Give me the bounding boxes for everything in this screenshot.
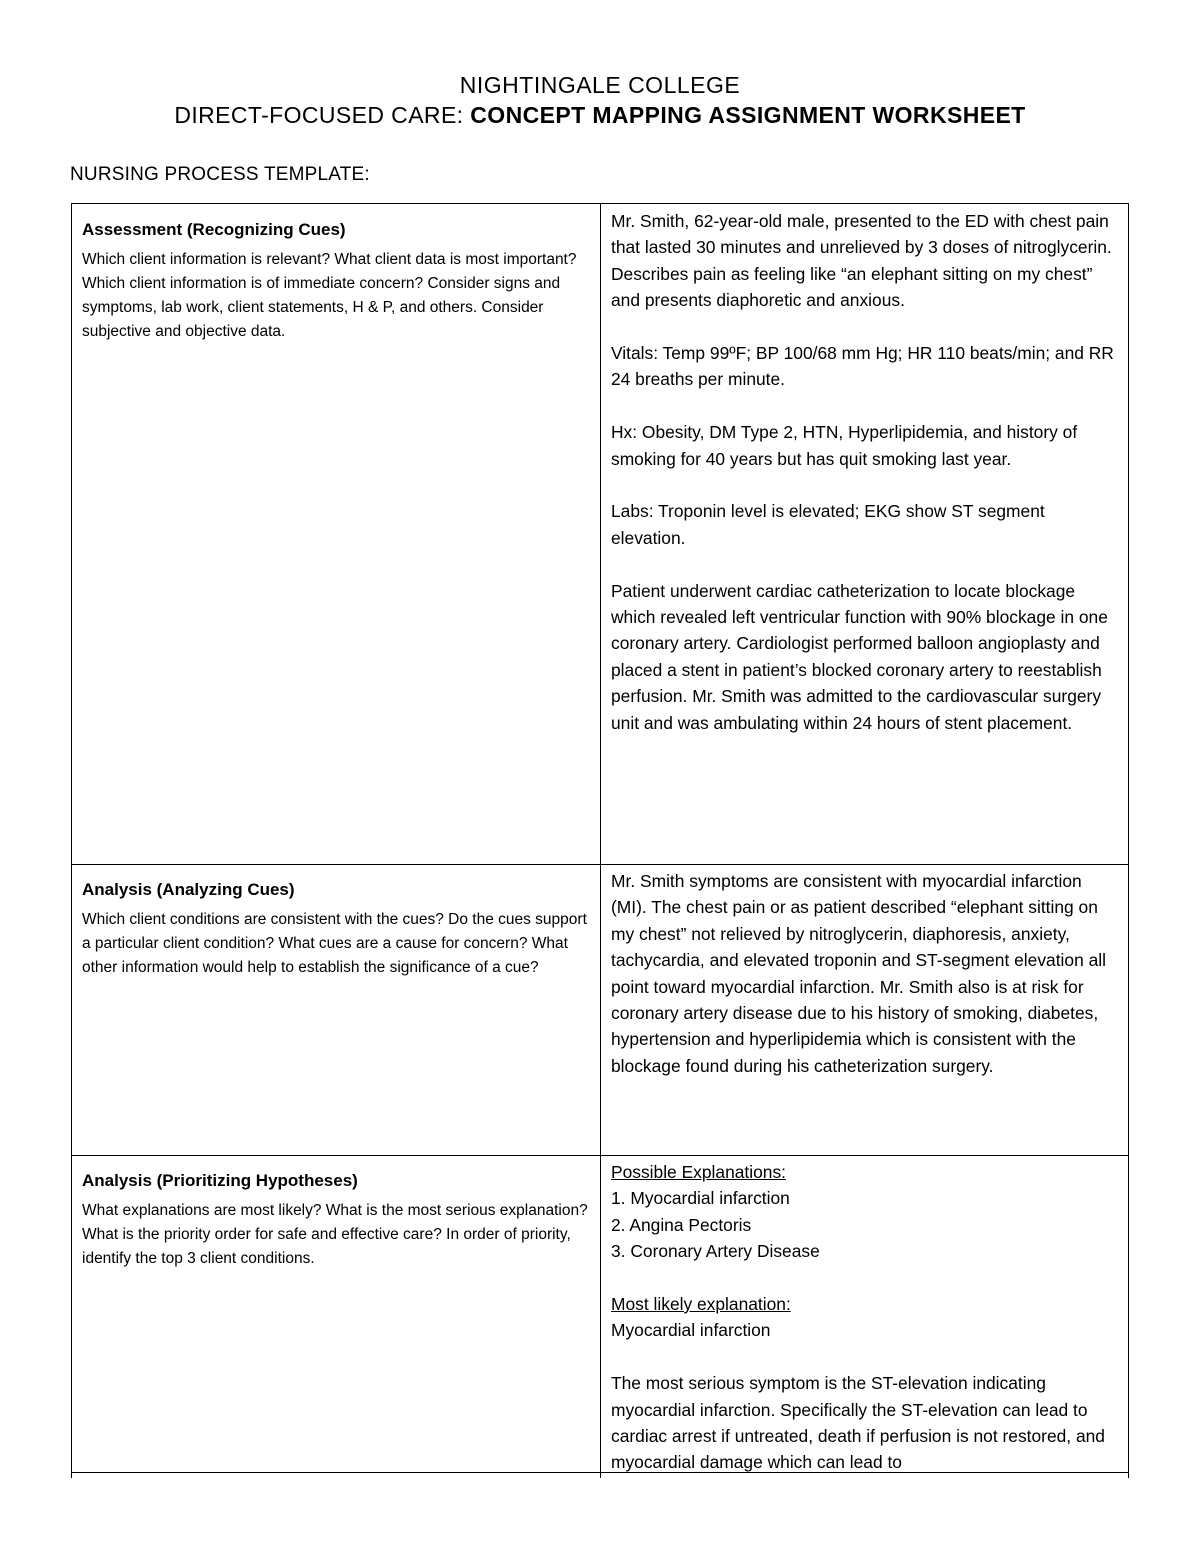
worksheet-title-bold: CONCEPT MAPPING ASSIGNMENT WORKSHEET xyxy=(470,102,1026,128)
assessment-labs: Labs: Troponin level is elevated; EKG show ST segment elevation. xyxy=(611,501,1045,548)
analyzing-answer-cell xyxy=(611,868,1119,1079)
assessment-answer-cell xyxy=(611,208,1119,736)
column-divider xyxy=(600,204,601,1478)
prioritizing-heading: Analysis (Prioritizing Hypotheses) xyxy=(82,1171,358,1190)
document-header xyxy=(0,70,1200,130)
template-label: NURSING PROCESS TEMPLATE: xyxy=(70,164,370,185)
possible-explanations-label: Possible Explanations: xyxy=(611,1162,786,1182)
college-name: NIGHTINGALE COLLEGE xyxy=(459,72,741,98)
most-likely-label: Most likely explanation: xyxy=(611,1294,791,1315)
nursing-process-table xyxy=(71,203,1129,1478)
most-serious-explanation: The most serious symptom is the ST-elevation indicating myocardial infarction. Specifically the ST-elevation can lead to cardiac arrest if untreated, death if perfusion is not restored, and myocardial damage which can lead to xyxy=(611,1373,1105,1473)
analyzing-heading: Analysis (Analyzing Cues) xyxy=(82,880,295,899)
worksheet-title-prefix: DIRECT-FOCUSED CARE: xyxy=(174,102,471,128)
prioritizing-prompt: What explanations are most likely? What is the most serious explanation? What is the priority order for safe and effective care? In order of priority, identify the top 3 client conditions. xyxy=(82,1202,588,1267)
most-likely-value: Myocardial infarction xyxy=(611,1320,771,1341)
analyzing-prompt: Which client conditions are consistent with the cues? Do the cues support a particular client condition? What cues are a cause for concern? What other information would help to establish the significance of a cue? xyxy=(82,911,587,976)
analyzing-prompt-cell xyxy=(82,878,588,980)
prioritizing-prompt-cell xyxy=(82,1169,588,1271)
assessment-history: Hx: Obesity, DM Type 2, HTN, Hyperlipidemia, and history of smoking for 40 years but has quit smoking last year. xyxy=(611,422,1078,469)
assessment-prompt: Which client information is relevant? What client data is most important? Which client information is of immediate concern? Consider signs and symptoms, lab work, client statements, H & P, and others. Consider subjective and objective data. xyxy=(82,251,577,340)
worksheet-title xyxy=(0,100,1200,130)
prioritizing-answer-cell xyxy=(611,1159,1119,1476)
assessment-heading: Assessment (Recognizing Cues) xyxy=(82,220,346,239)
assessment-presentation: Mr. Smith, 62-year-old male, presented to the ED with chest pain that lasted 30 minutes and unrelieved by 3 doses of nitroglycerin. Describes pain as feeling like “an elephant sitting on my chest” and presents diaphoretic and anxious. xyxy=(611,211,1112,311)
assessment-vitals: Vitals: Temp 99ºF; BP 100/68 mm Hg; HR 110 beats/min; and RR 24 breaths per minute. xyxy=(611,343,1114,390)
possible-explanation-item: 3. Coronary Artery Disease xyxy=(611,1241,820,1262)
row-divider-1 xyxy=(72,864,1128,865)
assessment-prompt-cell xyxy=(82,218,588,344)
row-divider-2 xyxy=(72,1155,1128,1156)
analyzing-answer: Mr. Smith symptoms are consistent with myocardial infarction (MI). The chest pain or as patient described “elephant sitting on my chest” not relieved by nitroglycerin, diaphoresis, anxiety, tachycardia, and elevated troponin and ST-segment elevation all point toward myocardial infarction. Mr. Smith also is at risk for coronary artery disease due to his history of smoking, diabetes, hypertension and hyperlipidemia which is consistent with the blockage found during his catheterization surgery. xyxy=(611,871,1106,1076)
possible-explanation-item: 2. Angina Pectoris xyxy=(611,1214,752,1235)
assessment-procedure: Patient underwent cardiac catheterization to locate blockage which revealed left ventricular function with 90% blockage in one coronary artery. Cardiologist performed balloon angioplasty and placed a stent in patient’s blocked coronary artery to reestablish perfusion. Mr. Smith was admitted to the cardiovascular surgery unit and was ambulating within 24 hours of stent placement. xyxy=(611,580,1108,733)
possible-explanation-item: 1. Myocardial infarction xyxy=(611,1188,790,1209)
